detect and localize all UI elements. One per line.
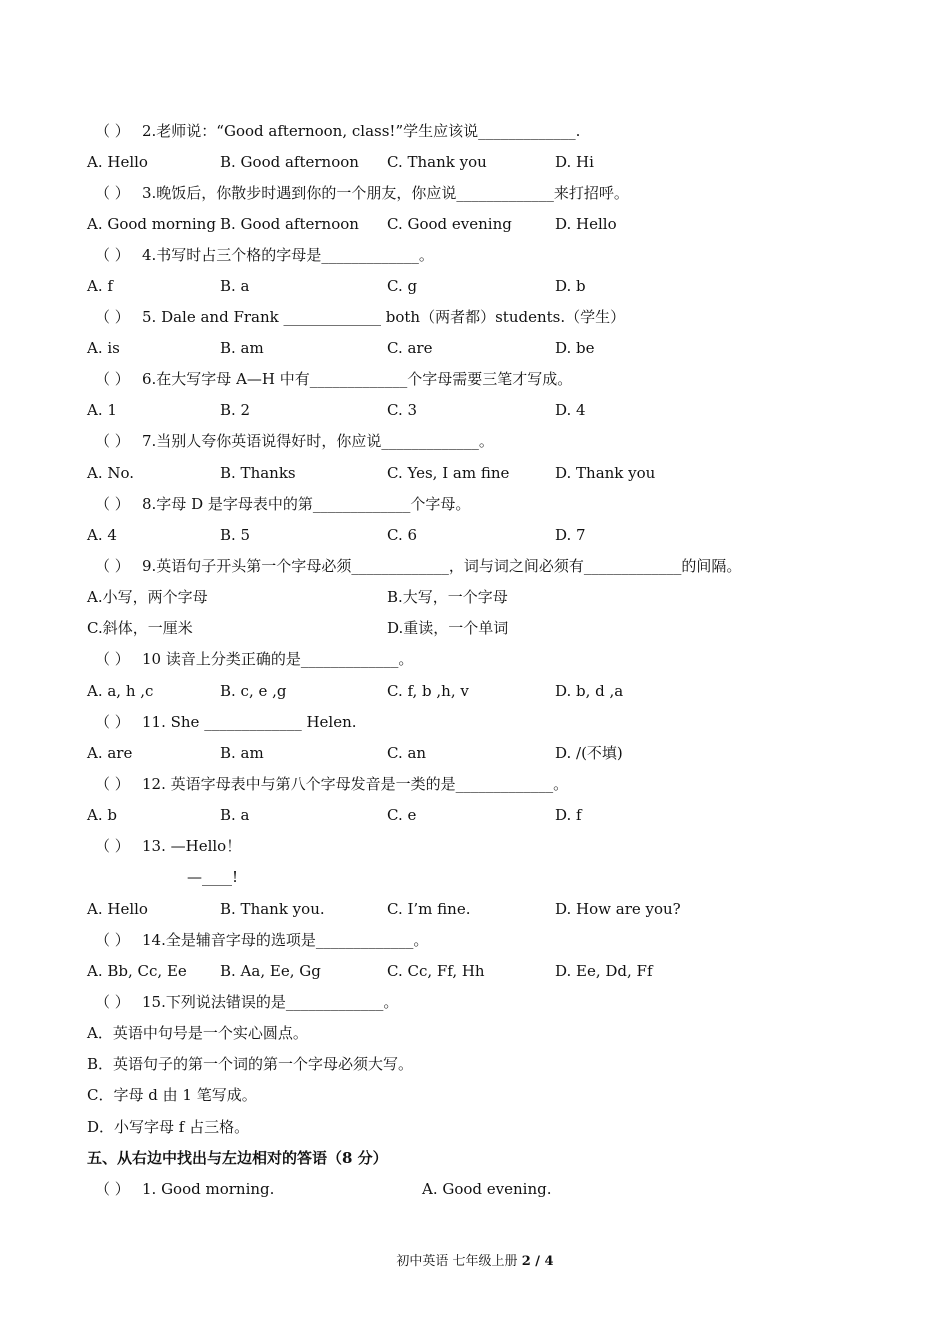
answer-paren[interactable]: （ ） (95, 432, 130, 450)
question-13 (87, 831, 930, 862)
question-stem: 12. 英语字母表中与第八个字母发音是一类的是_____________。 (142, 775, 569, 793)
question-9-options-row2 (87, 613, 930, 644)
question-stem: 14.全是辅音字母的选项是_____________。 (142, 931, 429, 949)
option-d[interactable]: D. be (555, 339, 595, 357)
question-5-options (87, 333, 930, 364)
option-c[interactable]: C. I’m fine. (387, 900, 471, 918)
option-a[interactable]: A. Bb, Cc, Ee (87, 962, 187, 980)
answer-paren[interactable]: （ ） (95, 931, 130, 949)
option-c[interactable]: C. 6 (387, 526, 418, 544)
matching-left: 1. Good morning. (142, 1180, 275, 1198)
option-a[interactable]: A. are (87, 744, 133, 762)
matching-right: A. Good evening. (422, 1180, 552, 1198)
question-7 (87, 426, 930, 457)
question-12 (87, 769, 930, 800)
page-number: 2 / 4 (521, 1254, 554, 1269)
option-b[interactable]: B．英语句子的第一个词的第一个字母必须大写。 (87, 1055, 414, 1073)
question-13-reply-line (87, 862, 930, 893)
question-4 (87, 240, 930, 271)
question-14 (87, 925, 930, 956)
answer-paren[interactable]: （ ） (95, 650, 130, 668)
question-stem: 11. She _____________ Helen. (142, 713, 357, 731)
option-c[interactable]: C. Yes, I am fine (387, 464, 510, 482)
option-c[interactable]: C. f, b ,h, v (387, 682, 469, 700)
option-c[interactable]: C．字母 d 由 1 笔写成。 (87, 1086, 257, 1104)
question-15-option-d (87, 1112, 930, 1143)
answer-paren[interactable]: （ ） (95, 1180, 130, 1198)
question-2 (87, 116, 930, 147)
option-a[interactable]: A. Hello (87, 900, 148, 918)
question-12-options (87, 800, 930, 831)
option-b[interactable]: B. Aa, Ee, Gg (220, 962, 321, 980)
question-stem: 10 读音上分类正确的是_____________。 (142, 650, 414, 668)
option-a[interactable]: A．英语中句号是一个实心圆点。 (87, 1024, 308, 1042)
option-c[interactable]: C. an (387, 744, 427, 762)
option-a[interactable]: A. Hello (87, 153, 148, 171)
option-d[interactable]: D. b, d ,a (555, 682, 624, 700)
option-d[interactable]: D.重读，一个单词 (387, 619, 509, 637)
question-15-option-c (87, 1080, 930, 1111)
question-5 (87, 302, 930, 333)
question-8-options (87, 520, 930, 551)
option-c[interactable]: C. Cc, Ff, Hh (387, 962, 485, 980)
answer-paren[interactable]: （ ） (95, 308, 130, 326)
question-15-option-b (87, 1049, 930, 1080)
question-stem: 4.书写时占三个格的字母是_____________。 (142, 246, 434, 264)
option-b[interactable]: B. Good afternoon (220, 153, 359, 171)
answer-paren[interactable]: （ ） (95, 495, 130, 513)
answer-paren[interactable]: （ ） (95, 775, 130, 793)
question-11 (87, 707, 930, 738)
option-a[interactable]: A. f (87, 277, 113, 295)
option-d[interactable]: D. How are you? (555, 900, 681, 918)
option-d[interactable]: D. Hello (555, 215, 617, 233)
answer-paren[interactable]: （ ） (95, 246, 130, 264)
question-3 (87, 178, 930, 209)
question-3-options (87, 209, 930, 240)
question-10 (87, 644, 930, 675)
footer-text: 初中英语 七年级上册 (396, 1254, 522, 1269)
question-15 (87, 987, 930, 1018)
answer-paren[interactable]: （ ） (95, 557, 130, 575)
option-d[interactable]: D. Hi (555, 153, 594, 171)
option-c[interactable]: C. g (387, 277, 418, 295)
answer-paren[interactable]: （ ） (95, 993, 130, 1011)
option-d[interactable]: D. Thank you (555, 464, 656, 482)
question-6-options (87, 395, 930, 426)
option-b[interactable]: B. 5 (220, 526, 251, 544)
question-9 (87, 551, 930, 582)
question-9-options-row1 (87, 582, 930, 613)
option-d[interactable]: D. 4 (555, 401, 586, 419)
question-stem: 3.晚饭后，你散步时遇到你的一个朋友，你应说_____________来打招呼。 (142, 184, 629, 202)
question-4-options (87, 271, 930, 302)
option-b[interactable]: B. Thanks (220, 464, 296, 482)
option-c[interactable]: C. are (387, 339, 433, 357)
option-d[interactable]: D. Ee, Dd, Ff (555, 962, 653, 980)
option-a[interactable]: A. a, h ,c (87, 682, 154, 700)
question-15-option-a (87, 1018, 930, 1049)
page-footer (0, 1252, 950, 1272)
option-b[interactable]: B. a (220, 806, 250, 824)
option-a[interactable]: A. 1 (87, 401, 117, 419)
option-a[interactable]: A. Good morning (87, 215, 216, 233)
option-b[interactable]: B. am (220, 339, 264, 357)
option-d[interactable]: D. 7 (555, 526, 586, 544)
option-b[interactable]: B. Thank you. (220, 900, 325, 918)
question-stem: 6.在大写字母 A—H 中有_____________个字母需要三笔才写成。 (142, 370, 573, 388)
option-c[interactable]: C. Thank you (387, 153, 487, 171)
option-d[interactable]: D. /(不填) (555, 744, 623, 762)
question-stem: 5. Dale and Frank _____________ both（两者都）students.（学生） (142, 308, 626, 326)
question-8 (87, 489, 930, 520)
dialogue-reply: —____! (187, 868, 239, 886)
answer-paren[interactable]: （ ） (95, 837, 130, 855)
option-b[interactable]: B. c, e ,g (220, 682, 287, 700)
option-b[interactable]: B. 2 (220, 401, 251, 419)
answer-paren[interactable]: （ ） (95, 122, 130, 140)
option-d[interactable]: D．小写字母 f 占三格。 (87, 1118, 250, 1136)
option-c[interactable]: C. e (387, 806, 417, 824)
option-a[interactable]: A. is (87, 339, 120, 357)
question-stem: 7.当别人夸你英语说得好时，你应说_____________。 (142, 432, 494, 450)
answer-paren[interactable]: （ ） (95, 713, 130, 731)
question-10-options (87, 676, 930, 707)
question-2-options (87, 147, 930, 178)
option-c[interactable]: C. Good evening (387, 215, 512, 233)
question-stem: 13. —Hello！ (142, 837, 242, 855)
option-b[interactable]: B. am (220, 744, 264, 762)
question-14-options (87, 956, 930, 987)
option-b[interactable]: B.大写，一个字母 (387, 588, 508, 606)
question-7-options (87, 458, 930, 489)
answer-paren[interactable]: （ ） (95, 184, 130, 202)
option-a[interactable]: A.小写，两个字母 (87, 588, 208, 606)
section-5-heading: 五、从右边中找出与左边相对的答语（8 分） (87, 1149, 388, 1167)
question-stem: 2.老师说：“Good afternoon, class!”学生应该说_____________. (142, 122, 581, 140)
option-b[interactable]: B. a (220, 277, 250, 295)
question-13-options (87, 894, 930, 925)
question-stem: 9.英语句子开头第一个字母必须_____________，词与词之间必须有_____________的间隔。 (142, 557, 742, 575)
question-11-options (87, 738, 930, 769)
matching-item-1 (87, 1174, 930, 1205)
option-c[interactable]: C.斜体，一厘米 (87, 619, 193, 637)
option-a[interactable]: A. No. (87, 464, 135, 482)
option-d[interactable]: D. b (555, 277, 586, 295)
option-a[interactable]: A. 4 (87, 526, 117, 544)
answer-paren[interactable]: （ ） (95, 370, 130, 388)
question-6 (87, 364, 930, 395)
option-d[interactable]: D. f (555, 806, 582, 824)
option-c[interactable]: C. 3 (387, 401, 418, 419)
option-b[interactable]: B. Good afternoon (220, 215, 359, 233)
question-stem: 15.下列说法错误的是_____________。 (142, 993, 399, 1011)
question-stem: 8.字母 D 是字母表中的第_____________个字母。 (142, 495, 471, 513)
option-a[interactable]: A. b (87, 806, 117, 824)
